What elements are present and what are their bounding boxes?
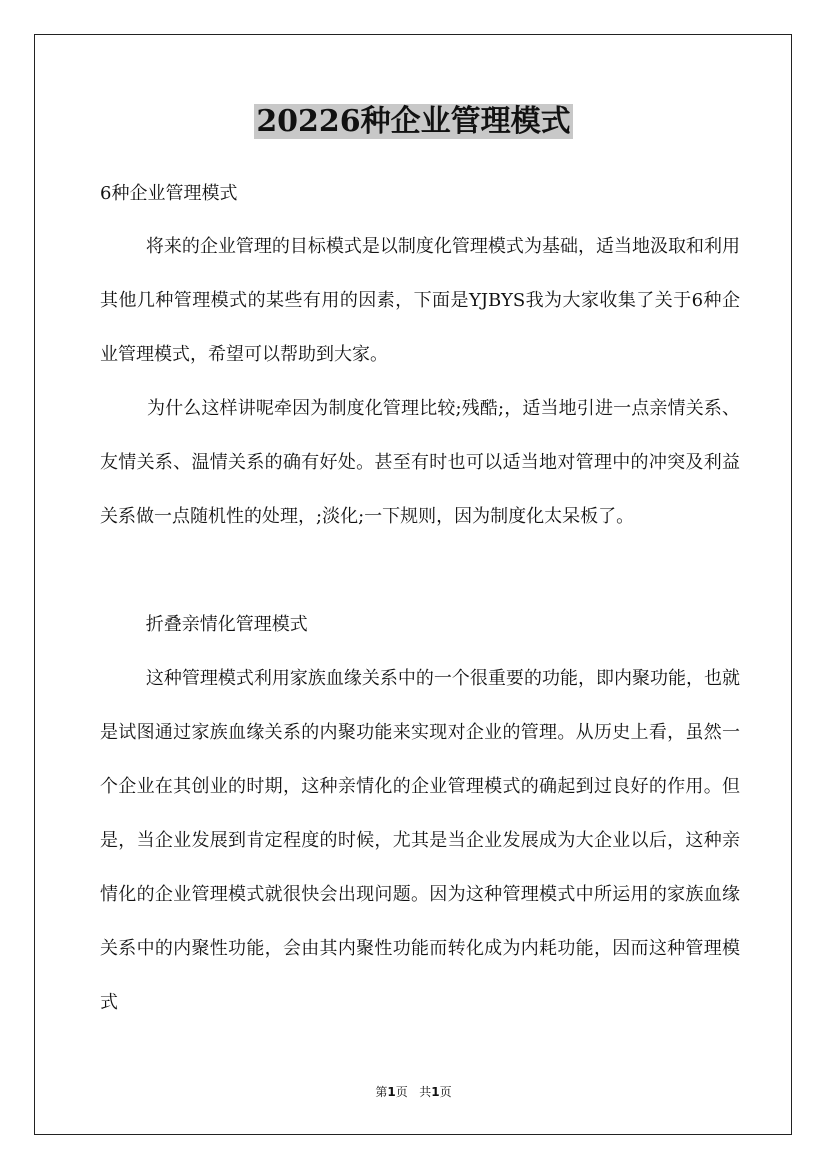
paragraph-section-heading: 折叠亲情化管理模式 <box>100 614 308 635</box>
footer-page-suffix: 页 <box>395 1085 408 1099</box>
footer-total-number: 1 <box>431 1085 440 1099</box>
paragraph-family-management: 这种管理模式利用家族血缘关系中的一个很重要的功能，即内聚功能，也就是试图通过家族血缘关系的内聚功能来实现对企业的管理。从历史上看，虽然一个企业在其创业的时期，这种亲情化的企业管理模式的确起到过良好的作用。但是，当企业发展到肯定程度的时候，尤其是当企业发展成为大企业以后，这种亲情化的企业管理模式就很快会出现问题。因为这种管理模式中所运用的家族血缘关系中的内聚性功能，会由其内聚性功能而转化成为内耗功能，因而这种管理模式 <box>100 668 740 1013</box>
footer-page-prefix: 第 <box>375 1085 388 1099</box>
footer-total-suffix: 页 <box>439 1085 452 1099</box>
document-title-text: 20226种企业管理模式 <box>256 104 571 139</box>
paragraph-intro: 将来的企业管理的目标模式是以制度化管理模式为基础，适当地汲取和利用其他几种管理模式的某些有用的因素，下面是YJBYS我为大家收集了关于6种企业管理模式，希望可以帮助到大家。 <box>100 236 740 365</box>
document-title <box>0 100 827 144</box>
paragraph-reason: 为什么这样讲呢牵因为制度化管理比较;残酷;，适当地引进一点亲情关系、友情关系、温情关系的确有好处。甚至有时也可以适当地对管理中的冲突及利益关系做一点随机性的处理，;淡化;一下规则，因为制度化太呆板了。 <box>100 398 740 527</box>
footer-page-number: 1 <box>387 1085 396 1099</box>
section-subheading: 6种企业管理模式 <box>100 183 238 204</box>
page-footer <box>0 1083 827 1101</box>
footer-total-prefix: 共 <box>419 1085 432 1099</box>
